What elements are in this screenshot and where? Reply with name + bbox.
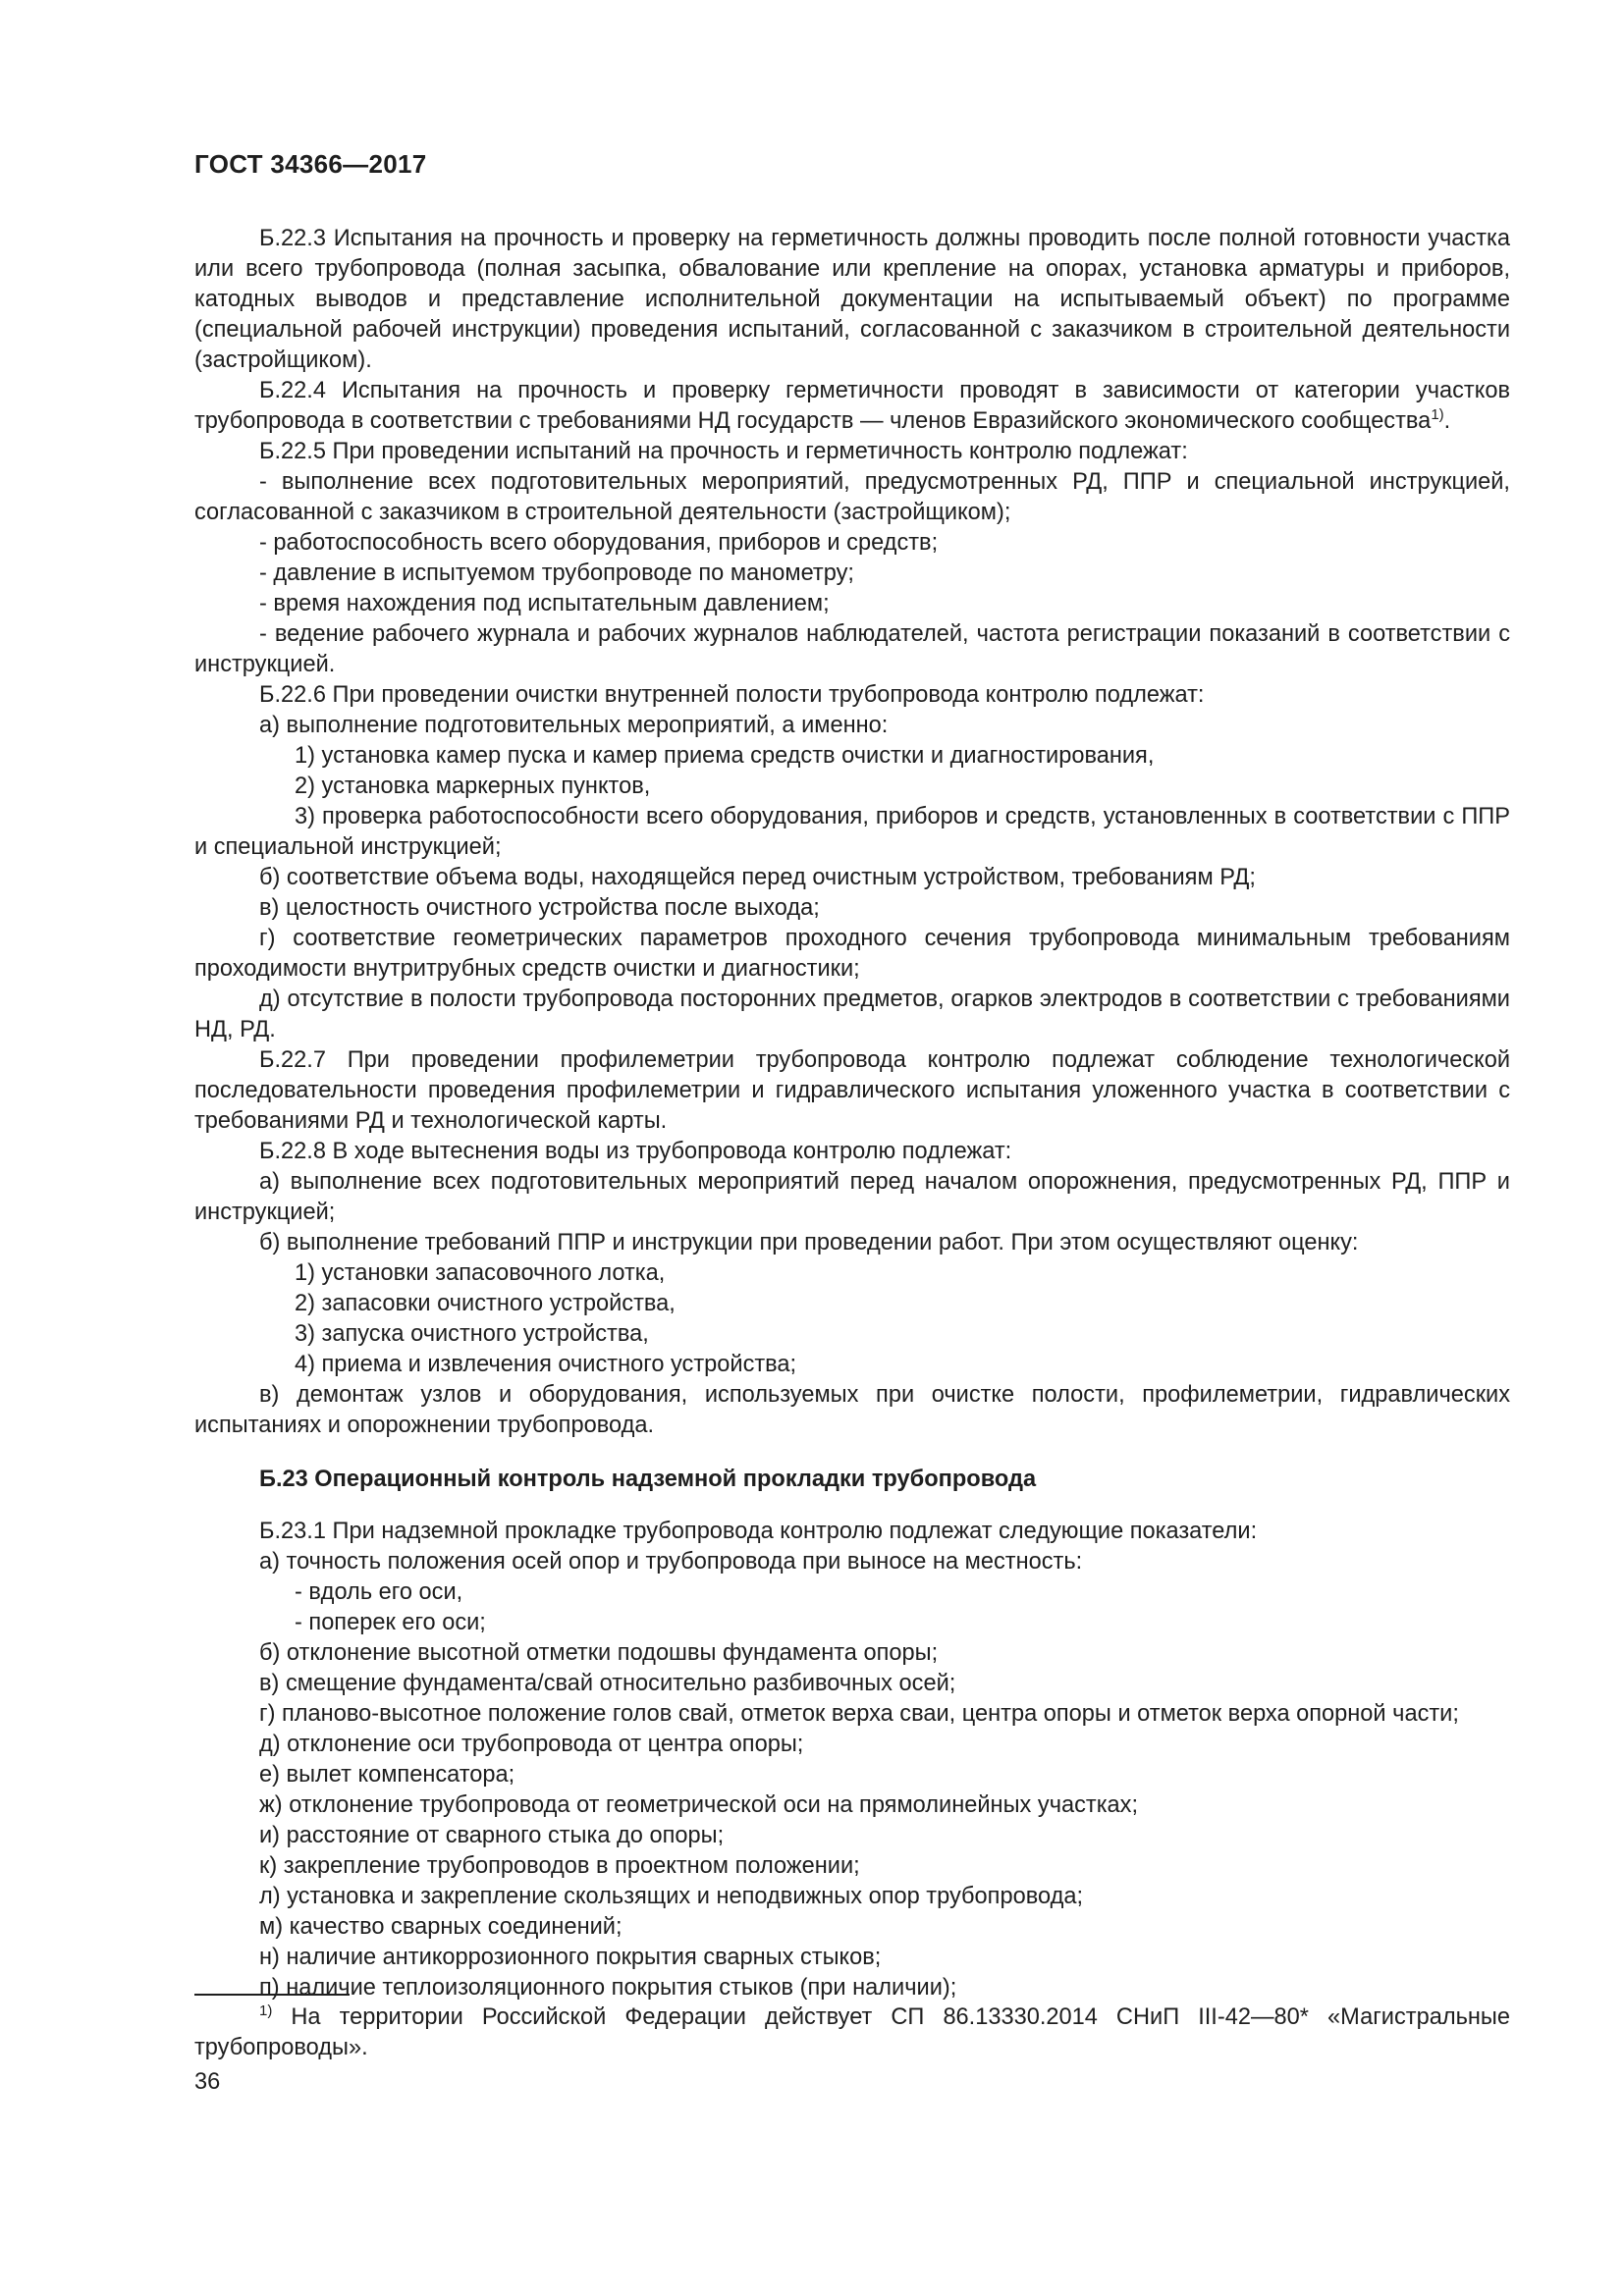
paragraph-text: д) отсутствие в полости трубопровода посторонних предметов, огарков электродов в соответствии с требованиями НД, РД. [194, 987, 1510, 1042]
paragraph-text: 3) запуска очистного устройства, [295, 1321, 649, 1347]
paragraph-text: 1) установка камер пуска и камер приема средств очистки и диагностирования, [295, 743, 1155, 769]
paragraph [194, 924, 1510, 985]
paragraph-text: Б.23.1 При надземной прокладке трубопровода контролю подлежат следующие показатели: [259, 1519, 1258, 1544]
paragraph [194, 893, 1510, 924]
paragraph [194, 376, 1510, 437]
paragraph-text: б) выполнение требований ППР и инструкции при проведении работ. При этом осуществляют оценку: [259, 1230, 1359, 1255]
paragraph [194, 224, 1510, 376]
footnote-text: На территории Российской Федерации действует СП 86.13330.2014 СНиП III-42—80* «Магистральные трубопроводы». [194, 2004, 1510, 2060]
paragraph-text: г) соответствие геометрических параметров проходного сечения трубопровода минимальным требованиям проходимости внутритрубных средств очистки и диагностики; [194, 926, 1510, 982]
paragraph-text: 3) проверка работоспособности всего оборудования, приборов и средств, установленных в соответствии с ППР и специальной инструкцией; [194, 804, 1510, 860]
paragraph-text: ж) отклонение трубопровода от геометрической оси на прямолинейных участках; [259, 1792, 1139, 1818]
paragraph-text: - работоспособность всего оборудования, приборов и средств; [259, 530, 939, 556]
paragraph-text: Б.22.6 При проведении очистки внутренней полости трубопровода контролю подлежат: [259, 682, 1205, 708]
paragraph-text: к) закрепление трубопроводов в проектном положении; [259, 1853, 860, 1879]
paragraph [194, 1547, 1510, 1577]
paragraph-text: д) отклонение оси трубопровода от центра опоры; [259, 1732, 804, 1757]
paragraph [194, 437, 1510, 467]
paragraph [194, 1319, 1510, 1350]
paragraph [194, 1289, 1510, 1319]
paragraph-text: л) установка и закрепление скользящих и неподвижных опор трубопровода; [259, 1884, 1084, 1909]
paragraph [194, 1167, 1510, 1228]
paragraph-text: а) выполнение подготовительных мероприятий, а именно: [259, 713, 889, 738]
paragraph [194, 1699, 1510, 1730]
paragraph [194, 1912, 1510, 1943]
paragraph-text: Б.22.5 При проведении испытаний на прочность и герметичность контролю подлежат: [259, 439, 1188, 464]
paragraph [194, 1790, 1510, 1821]
footnote-reference: 1) [1431, 406, 1444, 423]
paragraph-text: - вдоль его оси, [295, 1579, 463, 1605]
paragraph [194, 619, 1510, 680]
paragraph-text: н) наличие антикоррозионного покрытия сварных стыков; [259, 1945, 882, 1970]
paragraph [194, 711, 1510, 741]
paragraph-text: в) целостность очистного устройства после выхода; [259, 895, 820, 921]
footnote [194, 2002, 1510, 2063]
paragraph-text: - выполнение всех подготовительных мероприятий, предусмотренных РД, ППР и специальной инструкцией, согласованной с заказчиком в строительной деятельности (застройщиком); [194, 469, 1510, 525]
paragraph [194, 1730, 1510, 1760]
footnote-divider [194, 1994, 350, 1996]
paragraph-text: и) расстояние от сварного стыка до опоры; [259, 1823, 725, 1848]
paragraph-list [194, 224, 1510, 1441]
paragraph-text-tail: . [1443, 408, 1451, 434]
paragraph-text: м) качество сварных соединений; [259, 1914, 623, 1940]
paragraph [194, 772, 1510, 802]
footnote-marker: 1) [259, 2002, 273, 2019]
document-header: ГОСТ 34366—2017 [194, 149, 427, 179]
paragraph [194, 528, 1510, 559]
paragraph-text: 1) установки запасовочного лотка, [295, 1260, 666, 1286]
paragraph [194, 1638, 1510, 1669]
paragraph [194, 589, 1510, 619]
paragraph [194, 1577, 1510, 1608]
paragraph-text: - поперек его оси; [295, 1610, 486, 1635]
paragraph [194, 1669, 1510, 1699]
paragraph [194, 802, 1510, 863]
paragraph-text: 4) приема и извлечения очистного устройства; [295, 1352, 797, 1377]
document-body [194, 224, 1510, 2003]
paragraph-text: Б.22.8 В ходе вытеснения воды из трубопровода контролю подлежат: [259, 1139, 1012, 1164]
paragraph [194, 1380, 1510, 1441]
paragraph-text: 2) установка маркерных пунктов, [295, 774, 651, 799]
paragraph-text: Б.22.4 Испытания на прочность и проверку герметичности проводят в зависимости от категории участков трубопровода в соответствии с требованиями НД государств — членов Евразийского экономического сообщества [194, 378, 1510, 434]
paragraph [194, 1258, 1510, 1289]
paragraph-text: в) демонтаж узлов и оборудования, используемых при очистке полости, профилеметрии, гидравлических испытаниях и опорожнении трубопровода. [194, 1382, 1510, 1438]
paragraph [194, 1821, 1510, 1851]
paragraph [194, 1045, 1510, 1137]
paragraph-text: б) соответствие объема воды, находящейся перед очистным устройством, требованиям РД; [259, 865, 1256, 890]
paragraph [194, 1517, 1510, 1547]
paragraph [194, 467, 1510, 528]
paragraph-text: Б.22.7 При проведении профилеметрии трубопровода контролю подлежат соблюдение технологической последовательности проведения профилеметрии и гидравлического испытания уложенного участка в соответствии с требованиями РД и технологической карты. [194, 1047, 1510, 1134]
paragraph-text: в) смещение фундамента/свай относительно разбивочных осей; [259, 1671, 956, 1696]
paragraph [194, 863, 1510, 893]
paragraph [194, 1137, 1510, 1167]
page-number: 36 [194, 2069, 221, 2095]
paragraph-text: п) наличие теплоизоляционного покрытия стыков (при наличии); [259, 1975, 957, 2001]
paragraph-text: Б.22.3 Испытания на прочность и проверку на герметичность должны проводить после полной готовности участка или всего трубопровода (полная засыпка, обвалование или крепление на опорах, установка арматуры и приборов, катодных выводов и представление исполнительной документации на испытываемый объект) по программе (специальной рабочей инструкции) проведения испытаний, согласованной с заказчиком в строительной деятельности (застройщиком). [194, 226, 1510, 373]
paragraph [194, 680, 1510, 711]
paragraph-text: - ведение рабочего журнала и рабочих журналов наблюдателей, частота регистрации показаний в соответствии с инструкцией. [194, 621, 1510, 677]
paragraph [194, 1608, 1510, 1638]
section-paragraph-list [194, 1517, 1510, 2003]
paragraph-text: г) планово-высотное положение голов свай, отметок верха сваи, центра опоры и отметок верха опорной части; [259, 1701, 1459, 1727]
paragraph-text: а) точность положения осей опор и трубопровода при выносе на местность: [259, 1549, 1083, 1575]
paragraph [194, 559, 1510, 589]
paragraph-text: 2) запасовки очистного устройства, [295, 1291, 676, 1316]
paragraph [194, 1882, 1510, 1912]
paragraph [194, 1851, 1510, 1882]
paragraph-text: - давление в испытуемом трубопроводе по манометру; [259, 561, 854, 586]
paragraph [194, 1973, 1510, 2003]
paragraph-text: - время нахождения под испытательным давлением; [259, 591, 830, 616]
paragraph [194, 741, 1510, 772]
paragraph-text: б) отклонение высотной отметки подошвы фундамента опоры; [259, 1640, 939, 1666]
paragraph [194, 1760, 1510, 1790]
paragraph [194, 985, 1510, 1045]
paragraph [194, 1350, 1510, 1380]
paragraph [194, 1228, 1510, 1258]
section-heading: Б.23 Операционный контроль надземной прокладки трубопровода [259, 1467, 1037, 1492]
paragraph-text: е) вылет компенсатора; [259, 1762, 515, 1788]
paragraph-text: а) выполнение всех подготовительных мероприятий перед началом опорожнения, предусмотренных РД, ППР и инструкцией; [194, 1169, 1510, 1225]
paragraph [194, 1943, 1510, 1973]
